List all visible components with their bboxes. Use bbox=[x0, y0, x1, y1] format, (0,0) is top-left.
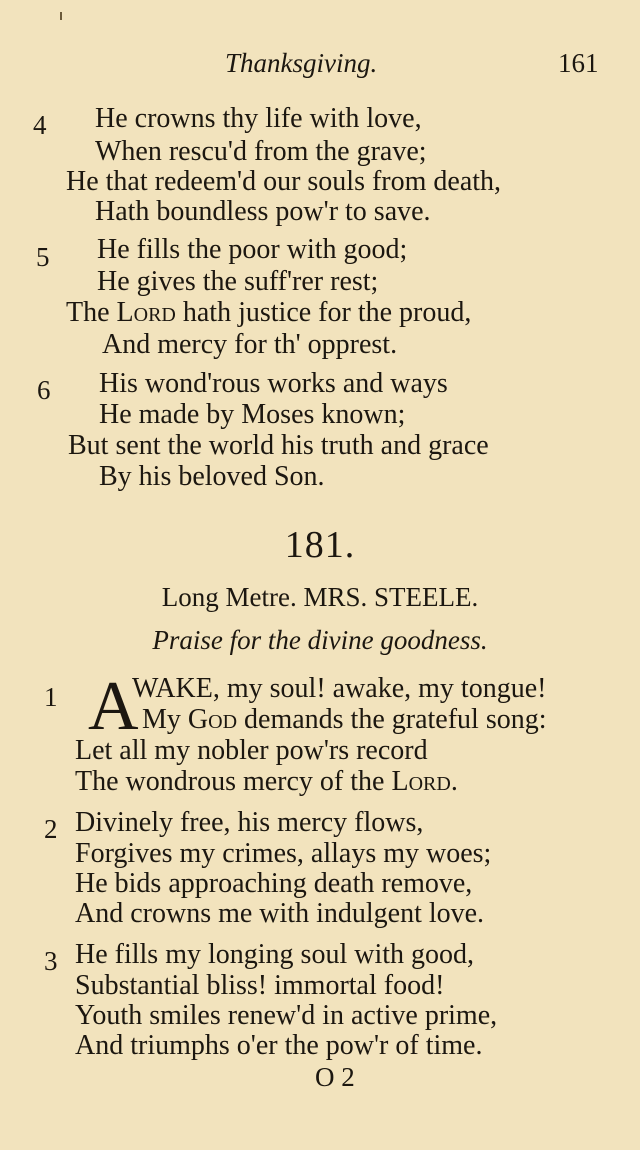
stanza-number: 5 bbox=[36, 242, 50, 272]
stanza-number: 2 bbox=[44, 814, 58, 844]
verse-line: When rescu'd from the grave; bbox=[95, 136, 427, 167]
stanza-number: 3 bbox=[44, 946, 58, 976]
verse-line: Youth smiles renew'd in active prime, bbox=[75, 1000, 498, 1031]
hymn-subtitle: Praise for the divine goodness. bbox=[152, 625, 488, 655]
verse-line: Substantial bliss! immortal food! bbox=[75, 970, 445, 1001]
stanza-number: 4 bbox=[33, 110, 47, 140]
verse-line: He made by Moses known; bbox=[99, 399, 406, 430]
verse-line: Forgives my crimes, allays my woes; bbox=[75, 838, 492, 869]
verse-line: But sent the world his truth and grace bbox=[68, 430, 489, 461]
verse-line: And mercy for th' opprest. bbox=[102, 329, 398, 360]
verse-line: Divinely free, his mercy flows, bbox=[75, 807, 424, 838]
verse-line: Let all my nobler pow'rs record bbox=[75, 735, 428, 766]
verse-line: He gives the suff'rer rest; bbox=[97, 266, 379, 297]
page-number: 161 bbox=[558, 48, 599, 78]
hymn-number: 181. bbox=[284, 524, 356, 566]
stanza-number: 1 bbox=[44, 682, 58, 712]
verse-line: He fills my longing soul with good, bbox=[75, 939, 474, 970]
verse-line: He fills the poor with good; bbox=[97, 234, 408, 265]
verse-line: He bids approaching death remove, bbox=[75, 868, 473, 899]
running-header: Thanksgiving. bbox=[225, 48, 378, 78]
drop-cap: A bbox=[88, 668, 139, 745]
verse-line: His wond'rous works and ways bbox=[99, 368, 448, 399]
verse-line: And triumphs o'er the pow'r of time. bbox=[75, 1030, 483, 1061]
hymn-meter-author: Long Metre. MRS. STEELE. bbox=[161, 582, 479, 612]
verse-line: And crowns me with indulgent love. bbox=[75, 898, 485, 929]
stanza-number: 6 bbox=[37, 375, 51, 405]
verse-line: My God demands the grateful song: bbox=[142, 704, 547, 735]
verse-line: WAKE, my soul! awake, my tongue! bbox=[132, 673, 547, 704]
verse-line: He that redeem'd our souls from death, bbox=[66, 166, 502, 197]
signature-mark: O 2 bbox=[315, 1062, 355, 1092]
verse-line: He crowns thy life with love, bbox=[95, 103, 422, 134]
verse-line: By his beloved Son. bbox=[99, 461, 325, 492]
verse-line: The Lord hath justice for the proud, bbox=[66, 297, 472, 328]
print-speck bbox=[60, 12, 62, 20]
verse-line: Hath boundless pow'r to save. bbox=[95, 196, 431, 227]
verse-line: The wondrous mercy of the Lord. bbox=[75, 766, 458, 797]
